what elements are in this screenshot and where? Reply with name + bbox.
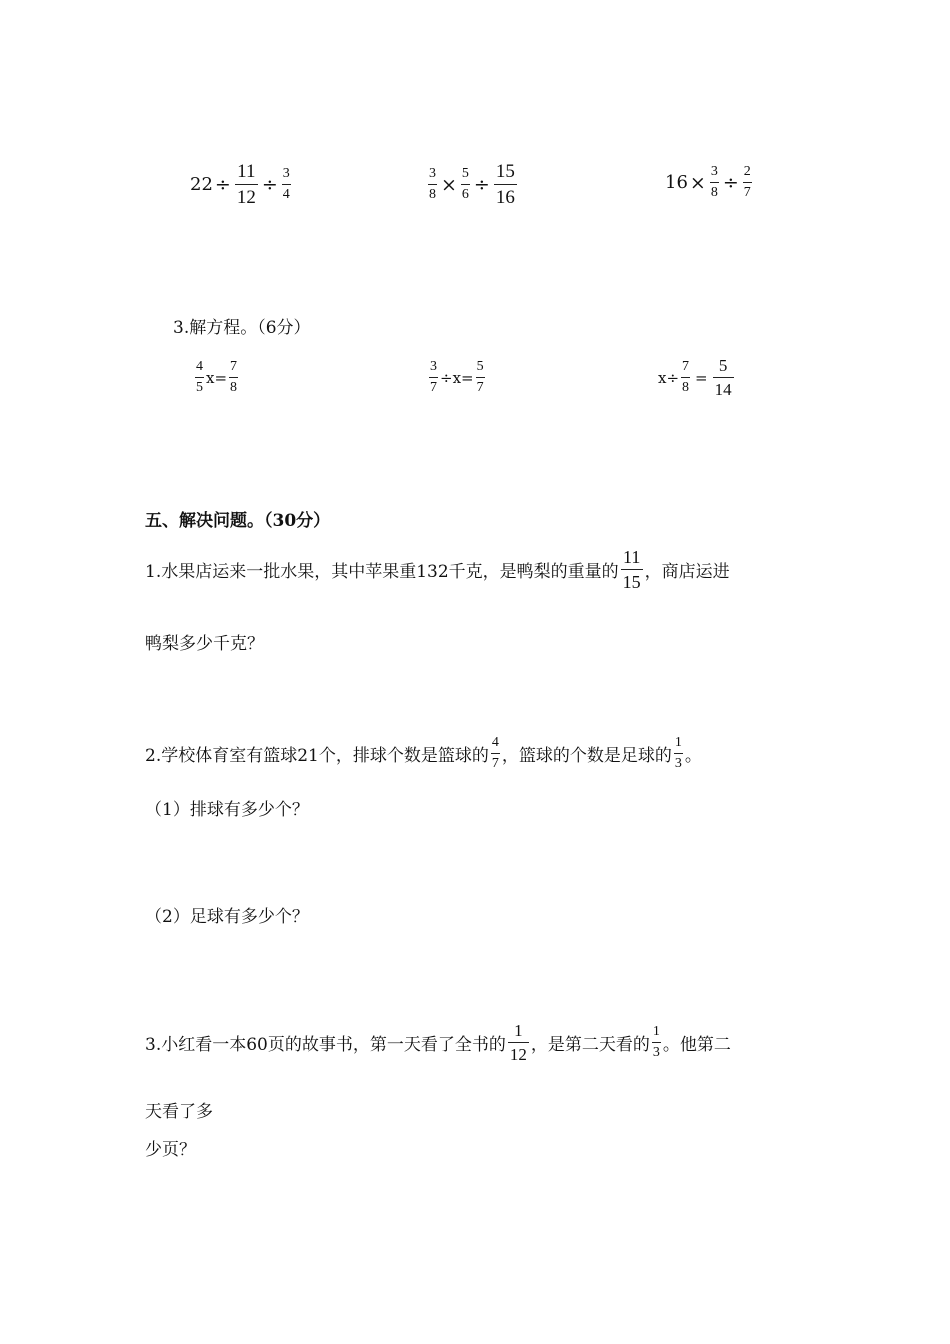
expr-1 xyxy=(190,162,293,207)
fraction: $\frac{7}{8}$ xyxy=(230,359,238,395)
question-2-text: 2.学校体育室有篮球21个，排球个数是篮球的 xyxy=(145,746,489,766)
question-1-text: 1.水果店运来一批水果，其中苹果重132千克，是鸭梨的重量的 xyxy=(145,562,619,582)
question-1-text-cont: ，商店运进 xyxy=(644,562,730,582)
multiply-sign: × xyxy=(441,173,457,196)
multiply-sign: × xyxy=(689,171,706,194)
fraction: $\frac{4}{7}$ xyxy=(491,735,499,771)
fraction: $\frac{5}{14}$ xyxy=(714,356,732,399)
fraction: $\frac{3}{8}$ xyxy=(710,164,718,200)
equation-text: ÷x= xyxy=(440,368,474,387)
question-3-text-cont: ，是第二天看的 xyxy=(530,1035,650,1055)
question-3-line3: 少页？ xyxy=(145,1140,196,1160)
equation-3 xyxy=(658,357,736,398)
question-1 xyxy=(145,548,730,591)
divide-sign: ÷ xyxy=(214,173,231,196)
equation-2 xyxy=(427,360,487,395)
equals-sign: = xyxy=(695,368,708,387)
fraction: $\frac{15}{16}$ xyxy=(495,161,515,208)
fraction: $\frac{3}{7}$ xyxy=(430,359,437,395)
equation-1 xyxy=(193,360,240,395)
expr-3 xyxy=(665,165,754,200)
fraction: $\frac{7}{8}$ xyxy=(682,359,690,395)
fraction: $\frac{1}{3}$ xyxy=(652,1024,660,1060)
question-2-text-end: 。 xyxy=(684,746,702,766)
question-3 xyxy=(145,1022,731,1063)
fraction: $\frac{4}{5}$ xyxy=(196,359,203,395)
fraction: $\frac{1}{12}$ xyxy=(509,1021,527,1064)
equation-text: x÷ xyxy=(658,368,680,387)
fraction: $\frac{5}{6}$ xyxy=(461,166,469,202)
question-2 xyxy=(145,736,702,771)
fraction: $\frac{3}{4}$ xyxy=(282,166,290,202)
question-2-sub-1: （1）排球有多少个？ xyxy=(145,800,309,820)
fraction: $\frac{11}{12}$ xyxy=(236,161,256,208)
question-2-text-cont: ，篮球的个数是足球的 xyxy=(501,746,672,766)
divide-sign: ÷ xyxy=(722,171,739,194)
section-5-title: 五、解决问题。（30分） xyxy=(145,511,331,531)
question-3-text-end: 。他第二 xyxy=(662,1035,731,1055)
fraction: $\frac{11}{15}$ xyxy=(622,547,641,592)
divide-sign: ÷ xyxy=(261,173,278,196)
question-1-line2: 鸭梨多少千克？ xyxy=(145,634,264,654)
fraction: $\frac{2}{7}$ xyxy=(743,164,751,200)
fraction: $\frac{5}{7}$ xyxy=(476,359,484,395)
equation-text: x= xyxy=(206,368,228,387)
expr-2 xyxy=(426,162,519,207)
expr-3-number: 16 xyxy=(665,172,688,193)
section-3-title: 3.解方程。（6分） xyxy=(173,318,311,338)
question-3-text: 3.小红看一本60页的故事书，第一天看了全书的 xyxy=(145,1035,506,1055)
fraction: $\frac{3}{8}$ xyxy=(429,166,436,202)
divide-sign: ÷ xyxy=(473,173,490,196)
expr-1-number: 22 xyxy=(190,174,213,195)
question-2-sub-2: （2）足球有多少个？ xyxy=(145,907,309,927)
fraction: $\frac{1}{3}$ xyxy=(674,735,682,771)
question-3-line2: 天看了多 xyxy=(145,1102,213,1122)
